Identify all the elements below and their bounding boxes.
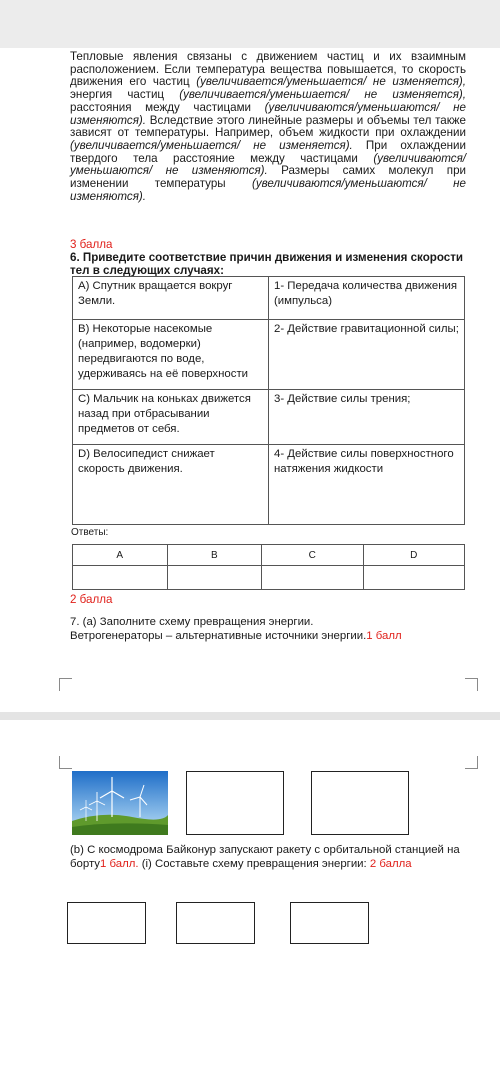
answer-options-text: (увеличивается/уменьшается/ не изменяется), [196,75,466,89]
table-row [73,445,465,525]
cause-cell: С) Мальчик на коньках движется назад при отбрасывании предметов от себя. [73,390,269,445]
answer-header-a: А [73,545,168,566]
score-label: 2 балла [369,857,412,870]
table-row [73,320,465,390]
question-6-title: 6. Приведите соответствие причин движения и изменения скорости тел в следующих случаях: [70,251,464,277]
energy-scheme-box-2[interactable] [311,771,409,835]
table-row [73,390,465,445]
rocket-scheme-box-2[interactable] [176,902,255,944]
matching-table [72,276,465,525]
answer-header-d: D [363,545,464,566]
page-separator [0,712,500,720]
paragraph-text: Тепловые явления связаны с движением частиц и их взаимным расположением. Если температура вещества повышается, то скорость движения его частиц [70,50,466,89]
page-corner-mark [59,756,72,769]
energy-scheme-box-1[interactable] [186,771,284,835]
paragraph-text: энергия частиц [70,88,180,102]
reason-cell: 2- Действие гравитационной силы; [269,320,465,390]
score-label: 3 балла [70,238,113,251]
cause-cell: D) Велосипедист снижает скорость движения. [73,445,269,525]
answer-header-c: С [262,545,363,566]
answer-options-text: (увеличиваются/уменьшаются/ не изменяются). [70,177,466,203]
page-corner-mark [465,678,478,691]
answers-label: Ответы: [71,527,109,538]
thermal-phenomena-paragraph [70,51,466,203]
score-label: 1 балл [366,630,402,642]
score-label: 1 балл. [99,857,139,870]
answer-cell-b[interactable] [167,566,262,590]
question-7a-text: Ветрогенераторы – альтернативные источники энергии. [70,630,367,642]
reason-cell: 3- Действие силы трения; [269,390,465,445]
answer-cell-c[interactable] [262,566,363,590]
answer-options-text: (увеличиваются/уменьшаются/ не изменяются). [70,151,466,178]
rocket-scheme-box-1[interactable] [67,902,146,944]
answer-cell-d[interactable] [363,566,464,590]
answer-options-text: (увеличивается/уменьшается/ не изменяется), [179,88,466,102]
question-7a-subline [70,629,466,643]
answer-options-text: (увеличивается/уменьшается/ не изменяется). [70,138,353,152]
score-label: 2 балла [70,593,113,606]
question-7a-line: 7. (а) Заполните схему превращения энергии. [70,616,314,628]
reason-cell: 1- Передача количества движения (импульса) [269,277,465,320]
wind-turbines-image [72,771,168,835]
question-7a [70,615,466,643]
paragraph-text: При охлаждении твердого тела расстояние между частицами [70,138,466,165]
cause-cell: А) Спутник вращается вокруг Земли. [73,277,269,320]
paragraph-text: Вследствие этого линейные размеры и объемы тел также зависят от температуры. Например, объем жидкости при охлаждении [70,113,466,140]
cause-cell: В) Некоторые насекомые (например, водомерки) передвигаются по воде, удерживаясь на её поверхности [73,320,269,390]
answers-header-row [73,545,465,566]
table-row [73,277,465,320]
question-7b [70,844,466,871]
answers-table [72,544,465,590]
rocket-scheme-box-3[interactable] [290,902,369,944]
answer-header-b: В [167,545,262,566]
top-bar [0,0,500,48]
reason-cell: 4- Действие силы поверхностного натяжения жидкости [269,445,465,525]
answers-input-row [73,566,465,590]
question-7b-instruction: (i) Составьте схему превращения энергии: [138,857,370,870]
page-corner-mark [59,678,72,691]
paragraph-text: расстояния между частицами [70,100,265,114]
answer-options-text: (увеличиваются/уменьшаются/ не изменяются). [70,100,466,127]
page-corner-mark [465,756,478,769]
answer-cell-a[interactable] [73,566,168,590]
paragraph-text: Размеры самих молекул при изменении температуры [70,164,466,191]
question-7b-text: (b) С космодрома Байконур запускают ракету с орбитальной станцией на борту [70,844,460,870]
